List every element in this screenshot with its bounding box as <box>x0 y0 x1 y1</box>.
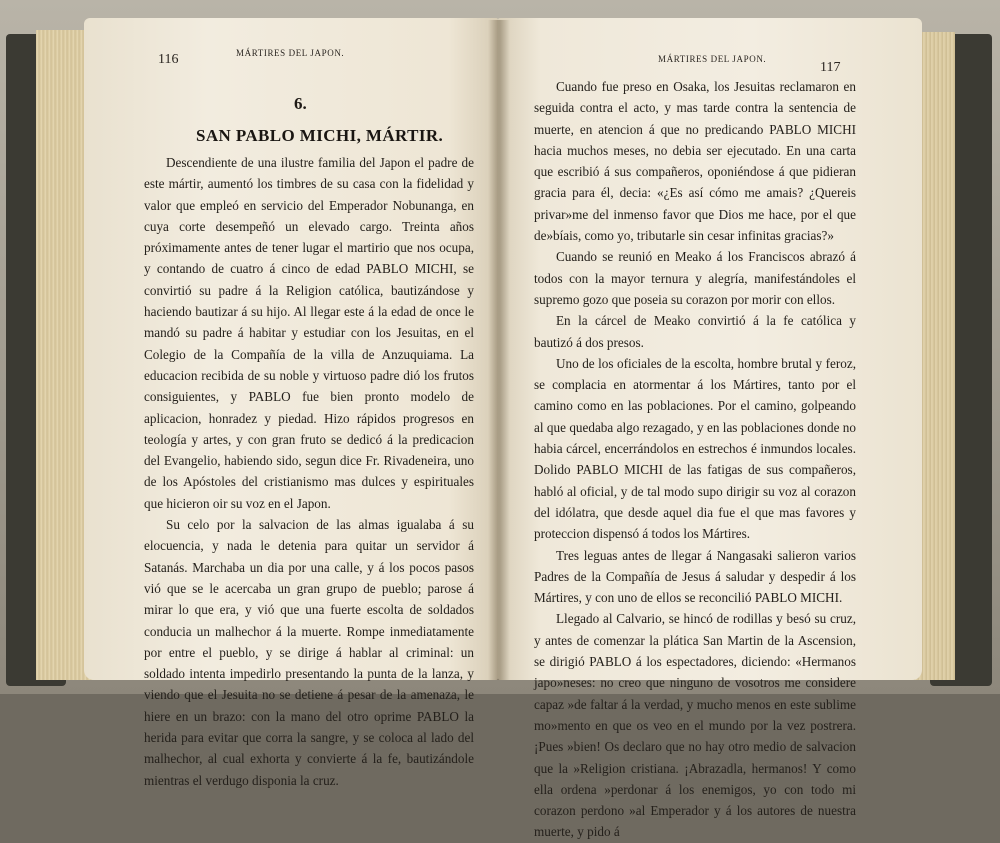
right-paragraph-1: Cuando fue preso en Osaka, los Jesuitas reclamaron en seguida contra el acto, y mas tarde contra la sentencia de muerte, en atencion á que no predicando PABLO MICHI hacia muchos meses, no debia ser ejecutado. En una carta que escribió á sus compañeros, oponiéndose á que pidieran gracia para él, decia: «¿Es así cómo me amais? ¿Quereis privar»me del inmenso favor que Dios me hace, por el que de»bíais, como yo, tributarle sin cesar infinitas gracias?» <box>534 79 856 244</box>
right-page <box>498 18 922 840</box>
right-page-number: 117 <box>820 60 841 75</box>
chapter-number: 6. <box>294 94 307 113</box>
left-paragraph-2: Su celo por la salvacion de las almas igualaba á su elocuencia, y nada le detenia para quitar un servidor á Satanás. Marchaba un dia por una calle, y á los pocos pasos vió que se le acercaba un gran grupo de pueblo; parose á mirar lo que era, y vió que una fuerte escolta de soldados conducia un malhechor á la muerte. Rompe inmediatamente por entre el pueblo, y se dirige á hablar al criminal: un soldado intenta impedirlo presentando la punta de la lanza, y viendo que el Jesuita no se detiene á pesar de la amenaza, le hiere en un brazo: con la mano del otro oprime PABLO la herida para evitar que corra la sangre, y se coloca al lado del malhechor, al cual exhorta y convierte á la fe, bautizándole mientras el verdugo disponia la cruz. <box>144 517 474 788</box>
right-paragraph-3: En la cárcel de Meako convirtió á la fe católica y bautizó á dos presos. <box>534 313 856 350</box>
right-paragraph-5: Tres leguas antes de llegar á Nangasaki salieron varios Padres de la Compañía de Jesus á saludar y despedir á los Mártires, y con uno de ellos se reconcilió PABLO MICHI. <box>534 547 856 606</box>
book-gutter <box>488 20 510 680</box>
right-paragraph-4: Uno de los oficiales de la escolta, hombre brutal y feroz, se complacia en atormentar á los Mártires, tanto por el camino como en las poblaciones. Por el camino, golpeando al que quedaba algo rezagado, y en las poblaciones donde no habia cárcel, encerrándolos en estrechos é inmundos locales. Dolido PABLO MICHI de las fatigas de sus compañeros, habló al oficial, y de tal modo supo dirigir su voz al corazon del idólatra, que desde aquel dia fue el que mas favores y proteccion dispensó á todos los Mártires. <box>534 355 856 542</box>
chapter-title: SAN PABLO MICHI, MÁRTIR. <box>196 126 444 145</box>
left-paragraph-1: Descendiente de una ilustre familia del Japon el padre de este mártir, aumentó los timbres de su casa con la fidelidad y valor que empleó en servicio del Emperador Nobunanga, en cuya corte desempeñó un elevado cargo. Treinta años próximamente antes de tener lugar el martirio que nos ocupa, y contando de cuatro á cinco de edad PABLO MICHI, se convirtió su padre á la Religion católica, bautizándose y haciendo bautizar á su hijo. Al llegar este á la edad de once le mandó su padre á habitar y estudiar con los Jesuitas, en el Colegio de la Compañía de la villa de Anzuquiama. La educacion recibida de su noble y virtuoso padre dió los frutos consiguientes, y PABLO fue bien pronto modelo de aplicacion, honradez y piedad. Hizo rápidos progresos en teología y artes, y con gran fruto se dedicó á la predicacion del Evangelio, habiendo sido, segun dice Fr. Rivadeneira, uno de los Apóstoles del cristianismo mas dulces y espirituales que hicieron oir su voz en el Japon. <box>144 155 474 511</box>
right-body-text <box>534 76 856 843</box>
left-running-head: MÁRTIRES DEL JAPON. <box>236 48 345 58</box>
left-page <box>84 18 498 788</box>
right-running-head: MÁRTIRES DEL JAPON. <box>658 54 767 64</box>
left-page-number: 116 <box>158 52 179 67</box>
right-paragraph-6: Llegado al Calvario, se hincó de rodillas y besó su cruz, y antes de comenzar la plática San Martin de la Ascension, se dirigió PABLO á los espectadores, diciendo: «Hermanos japo»neses: no creo que ninguno de vosotros me considere capaz »de faltar á la verdad, y mucho menos en este sublime mo»mento en que os veo en el mundo por la vez postrera. ¡Pues »bien! Os declaro que no hay otro medio de salvacion que la »Religion cristiana. ¡Abrazadla, hermanos! Y como ella ordena »perdonar á los enemigos, yo con todo mi corazon perdono »al Emperador y á los autores de nuestra muerte, y pido á <box>534 611 856 840</box>
left-body-text <box>144 152 474 791</box>
right-paragraph-2: Cuando se reunió en Meako á los Franciscos abrazó á todos con la mayor ternura y alegría, manifestándoles el supremo gozo que poseia su corazon por morir con ellos. <box>534 249 856 307</box>
